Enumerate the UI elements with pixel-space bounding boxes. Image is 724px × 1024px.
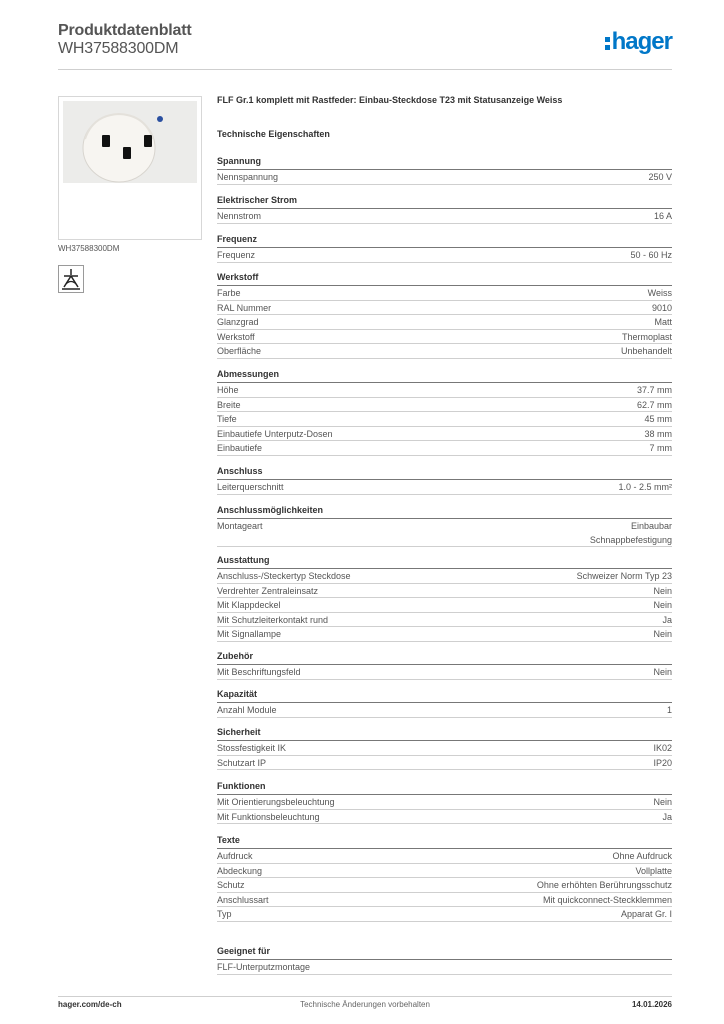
spec-value: 62.7 mm (636, 399, 672, 410)
group-title: Abmessungen (217, 368, 672, 383)
spec-row (217, 810, 672, 825)
spec-value: 37.7 mm (636, 385, 672, 395)
spec-row (217, 344, 672, 359)
spec-label: Mit Klappdeckel (217, 600, 281, 611)
spec-value-line: Einbaubar (630, 521, 672, 531)
spec-value: Apparat Gr. I (620, 909, 672, 920)
spec-row (217, 703, 672, 718)
group-title: Funktionen (217, 780, 672, 795)
spec-label: Einbautiefe (217, 443, 263, 454)
spec-row (217, 741, 672, 756)
spec-row (217, 864, 672, 879)
spec-row (217, 878, 672, 893)
spec-label: Stossfestigkeit IK (217, 743, 287, 753)
spec-content (217, 95, 672, 972)
spec-label: Breite (217, 399, 241, 410)
spec-label: Schutzart IP (217, 757, 267, 768)
spec-value: Nein (653, 600, 672, 611)
spec-row (217, 398, 672, 413)
spec-label: Tiefe (217, 414, 237, 425)
spec-label: Anschlussart (217, 894, 269, 905)
image-caption: WH37588300DM (58, 244, 120, 253)
socket-illustration (63, 101, 197, 183)
spec-label: Einbautiefe Unterputz-Dosen (217, 428, 333, 439)
spec-group (217, 368, 672, 456)
spec-row (217, 665, 672, 680)
spec-row (217, 960, 672, 975)
group-title: Kapazität (217, 688, 672, 703)
spec-label: Mit Orientierungsbeleuchtung (217, 797, 335, 807)
spec-label: Leiterquerschnitt (217, 482, 284, 492)
spec-label: Farbe (217, 288, 241, 298)
spec-row (217, 893, 672, 908)
spec-label: FLF-Unterputzmontage (217, 962, 311, 972)
spec-value: 250 V (648, 172, 672, 182)
logo-text: hager (611, 28, 672, 55)
group-title: Geeignet für (217, 945, 672, 960)
spec-label: Mit Signallampe (217, 629, 282, 640)
spec-row (217, 907, 672, 922)
group-title: Werkstoff (217, 271, 672, 286)
spec-group (217, 271, 672, 359)
spec-value: Ja (662, 811, 672, 822)
spec-row (217, 330, 672, 345)
spec-group (217, 504, 672, 547)
spec-row (217, 315, 672, 330)
spec-label: RAL Nummer (217, 302, 272, 313)
spec-value: Nein (653, 667, 672, 677)
spec-row (217, 427, 672, 442)
spec-value: Ohne erhöhten Berührungsschutz (536, 880, 672, 891)
spec-value: 38 mm (644, 428, 672, 439)
group-title: Frequenz (217, 233, 672, 248)
spec-value: Unbehandelt (620, 346, 672, 357)
spec-label: Höhe (217, 385, 239, 395)
group-title: Ausstattung (217, 554, 672, 569)
spec-label: Anschluss-/Steckertyp Steckdose (217, 571, 351, 581)
spec-label: Mit Beschriftungsfeld (217, 667, 301, 677)
group-title: Spannung (217, 155, 672, 170)
spec-label: Glanzgrad (217, 317, 259, 328)
group-title: Elektrischer Strom (217, 194, 672, 209)
spec-value: Schweizer Norm Typ 23 (576, 571, 672, 581)
spec-value: Ja (662, 614, 672, 625)
spec-row (217, 301, 672, 316)
spec-value: Weiss (647, 288, 672, 298)
spec-group (217, 194, 672, 224)
spec-value: Mit quickconnect-Steckklemmen (542, 894, 672, 905)
spec-group (217, 155, 672, 185)
spec-group (217, 554, 672, 642)
spec-value: 45 mm (644, 414, 672, 425)
footer-website: hager.com/de-ch (58, 1000, 122, 1009)
spec-value: Ohne Aufdruck (612, 851, 672, 861)
spec-label: Schutz (217, 880, 245, 891)
document-title: Produktdatenblatt (58, 22, 192, 39)
spec-group (217, 465, 672, 495)
spec-group (217, 688, 672, 718)
spec-row (217, 613, 672, 628)
spec-row (217, 286, 672, 301)
spec-row (217, 627, 672, 642)
spec-group (217, 726, 672, 770)
spec-value: Nein (653, 629, 672, 640)
spec-value (590, 519, 672, 547)
spec-group (217, 834, 672, 922)
spec-group (217, 780, 672, 824)
spec-value: 16 A (653, 211, 672, 221)
socket-photo (63, 101, 197, 183)
spec-row (217, 480, 672, 495)
spec-value: 1 (666, 705, 672, 715)
spec-group (217, 650, 672, 680)
spec-value: Nein (653, 585, 672, 596)
spec-group (217, 233, 672, 263)
spec-value: 9010 (651, 302, 672, 313)
spec-value: 1.0 - 2.5 mm² (618, 482, 672, 492)
spec-row (217, 756, 672, 771)
page-header (58, 22, 672, 70)
spec-label: Typ (217, 909, 232, 920)
spec-label: Mit Schutzleiterkontakt rund (217, 614, 329, 625)
spec-label: Abdeckung (217, 865, 263, 876)
spec-value: Nein (653, 797, 672, 807)
spec-row (217, 598, 672, 613)
group-title: Anschlussmöglichkeiten (217, 504, 672, 519)
spec-row (217, 849, 672, 864)
spec-value: Vollplatte (635, 865, 672, 876)
spec-row (217, 209, 672, 224)
product-image (58, 96, 202, 240)
suitable-for-group (217, 945, 672, 975)
spec-value: Thermoplast (621, 331, 672, 342)
spec-row (217, 383, 672, 398)
spec-label: Mit Funktionsbeleuchtung (217, 811, 320, 822)
spec-row (217, 519, 672, 547)
spec-row (217, 795, 672, 810)
spec-value: 50 - 60 Hz (630, 250, 672, 260)
group-title: Texte (217, 834, 672, 849)
group-title: Anschluss (217, 465, 672, 480)
spec-row (217, 584, 672, 599)
spec-label: Frequenz (217, 250, 256, 260)
spec-row (217, 569, 672, 584)
flush-mount-install-icon (58, 265, 84, 293)
spec-value: Matt (654, 317, 672, 328)
spec-row (217, 248, 672, 263)
section-title: Technische Eigenschaften (217, 129, 330, 139)
spec-label: Werkstoff (217, 331, 255, 342)
footer-notice: Technische Änderungen vorbehalten (300, 1000, 430, 1009)
page-footer (58, 996, 672, 1010)
spec-label: Verdrehter Zentraleinsatz (217, 585, 319, 596)
spec-label: Aufdruck (217, 851, 253, 861)
group-title: Sicherheit (217, 726, 672, 741)
spec-row (217, 441, 672, 456)
hager-logo (605, 28, 672, 56)
spec-label: Anzahl Module (217, 705, 277, 715)
spec-value: IP20 (653, 757, 672, 768)
spec-row (217, 170, 672, 185)
spec-row (217, 412, 672, 427)
product-title: FLF Gr.1 komplett mit Rastfeder: Einbau-Steckdose T23 mit Statusanzeige Weiss (217, 95, 563, 105)
spec-value: 7 mm (649, 443, 672, 454)
spec-value-line: Schnappbefestigung (589, 535, 672, 545)
spec-value: IK02 (653, 743, 672, 753)
footer-date: 14.01.2026 (631, 1000, 672, 1009)
product-number: WH37588300DM (58, 40, 179, 57)
spec-label: Nennspannung (217, 172, 279, 182)
spec-label: Montageart (217, 521, 263, 531)
spec-label: Nennstrom (217, 211, 262, 221)
logo-colon-mark (605, 35, 610, 51)
group-title: Zubehör (217, 650, 672, 665)
spec-label: Oberfläche (217, 346, 262, 357)
